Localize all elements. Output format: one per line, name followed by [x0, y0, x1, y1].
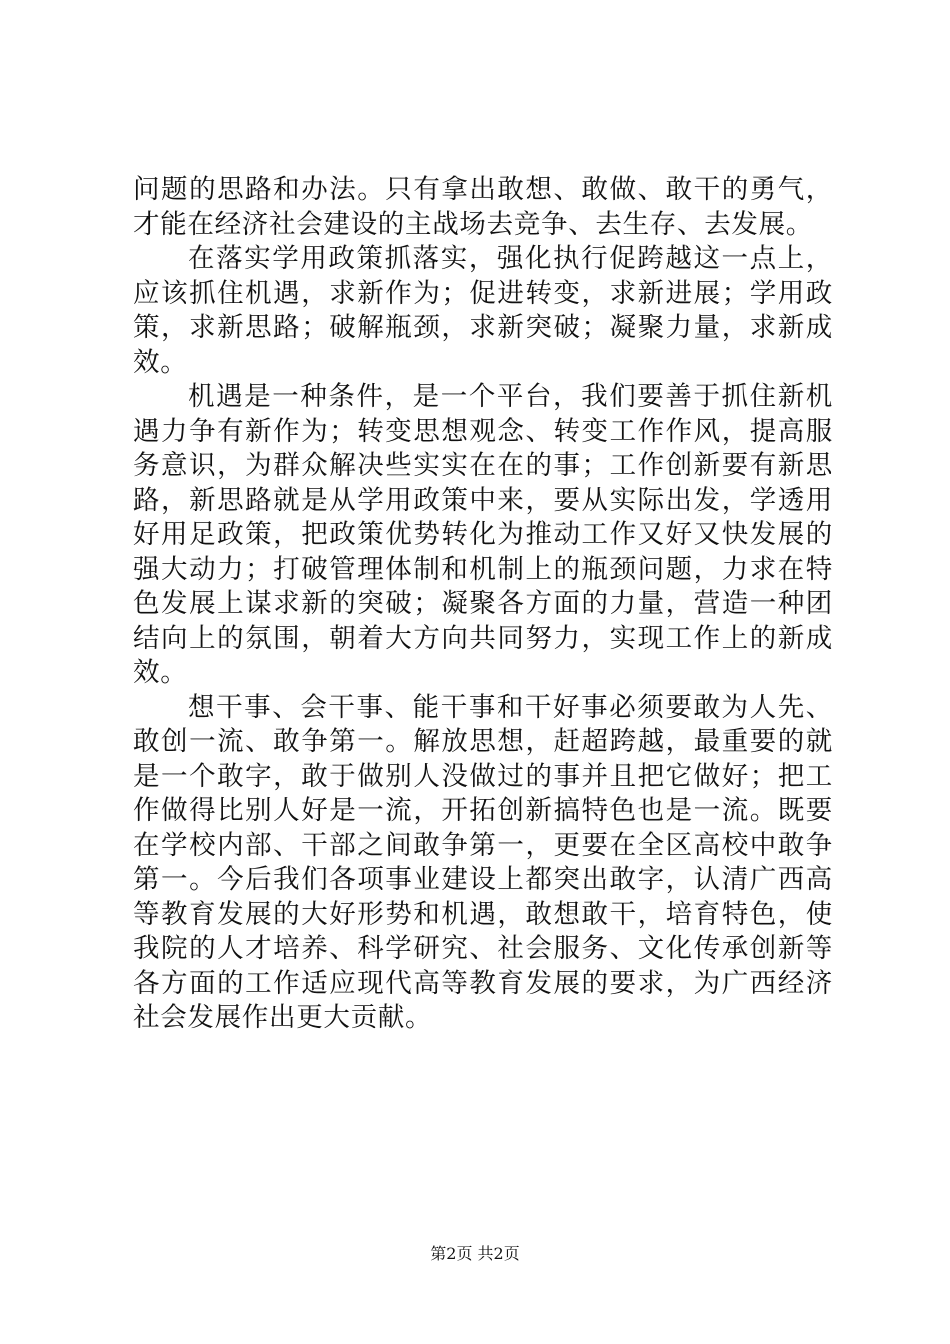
- document-body: [133, 173, 833, 1036]
- page-number-footer: 第2页 共2页: [430, 1244, 520, 1263]
- paragraph-opportunity-summary: 在落实学用政策抓落实，强化执行促跨越这一点上，应该抓住机遇，求新作为；促进转变，求新进展；学用政策，求新思路；破解瓶颈，求新突破；凝聚力量，求新成效。: [133, 243, 833, 378]
- paragraph-opportunity-detail: 机遇是一种条件，是一个平台，我们要善于抓住新机遇力争有新作为；转变思想观念、转变工作作风，提高服务意识，为群众解决些实实在在的事；工作创新要有新思路，新思路就是从学用政策中来，要从实际出发，学透用好用足政策，把政策优势转化为推动工作又好又快发展的强大动力；打破管理体制和机制上的瓶颈问题，力求在特色发展上谋求新的突破；凝聚各方面的力量，营造一种团结向上的氛围，朝着大方向共同努力，实现工作上的新成效。: [133, 381, 833, 688]
- paragraph-dare-to-lead: 想干事、会干事、能干事和干好事必须要敢为人先、敢创一流、敢争第一。解放思想，赶超跨越，最重要的就是一个敢字，敢于做别人没做过的事并且把它做好；把工作做得比别人好是一流，开拓创新搞特色也是一流。既要在学校内部、干部之间敢争第一，更要在全区高校中敢争第一。今后我们各项事业建设上都突出敢字，认清广西高等教育发展的大好形势和机遇，敢想敢干，培育特色，使我院的人才培养、科学研究、社会服务、文化传承创新等各方面的工作适应现代高等教育发展的要求，为广西经济社会发展作出更大贡献。: [133, 691, 833, 1033]
- paragraph-continuation: 问题的思路和办法。只有拿出敢想、敢做、敢干的勇气，才能在经济社会建设的主战场去竞争、去生存、去发展。: [133, 174, 833, 240]
